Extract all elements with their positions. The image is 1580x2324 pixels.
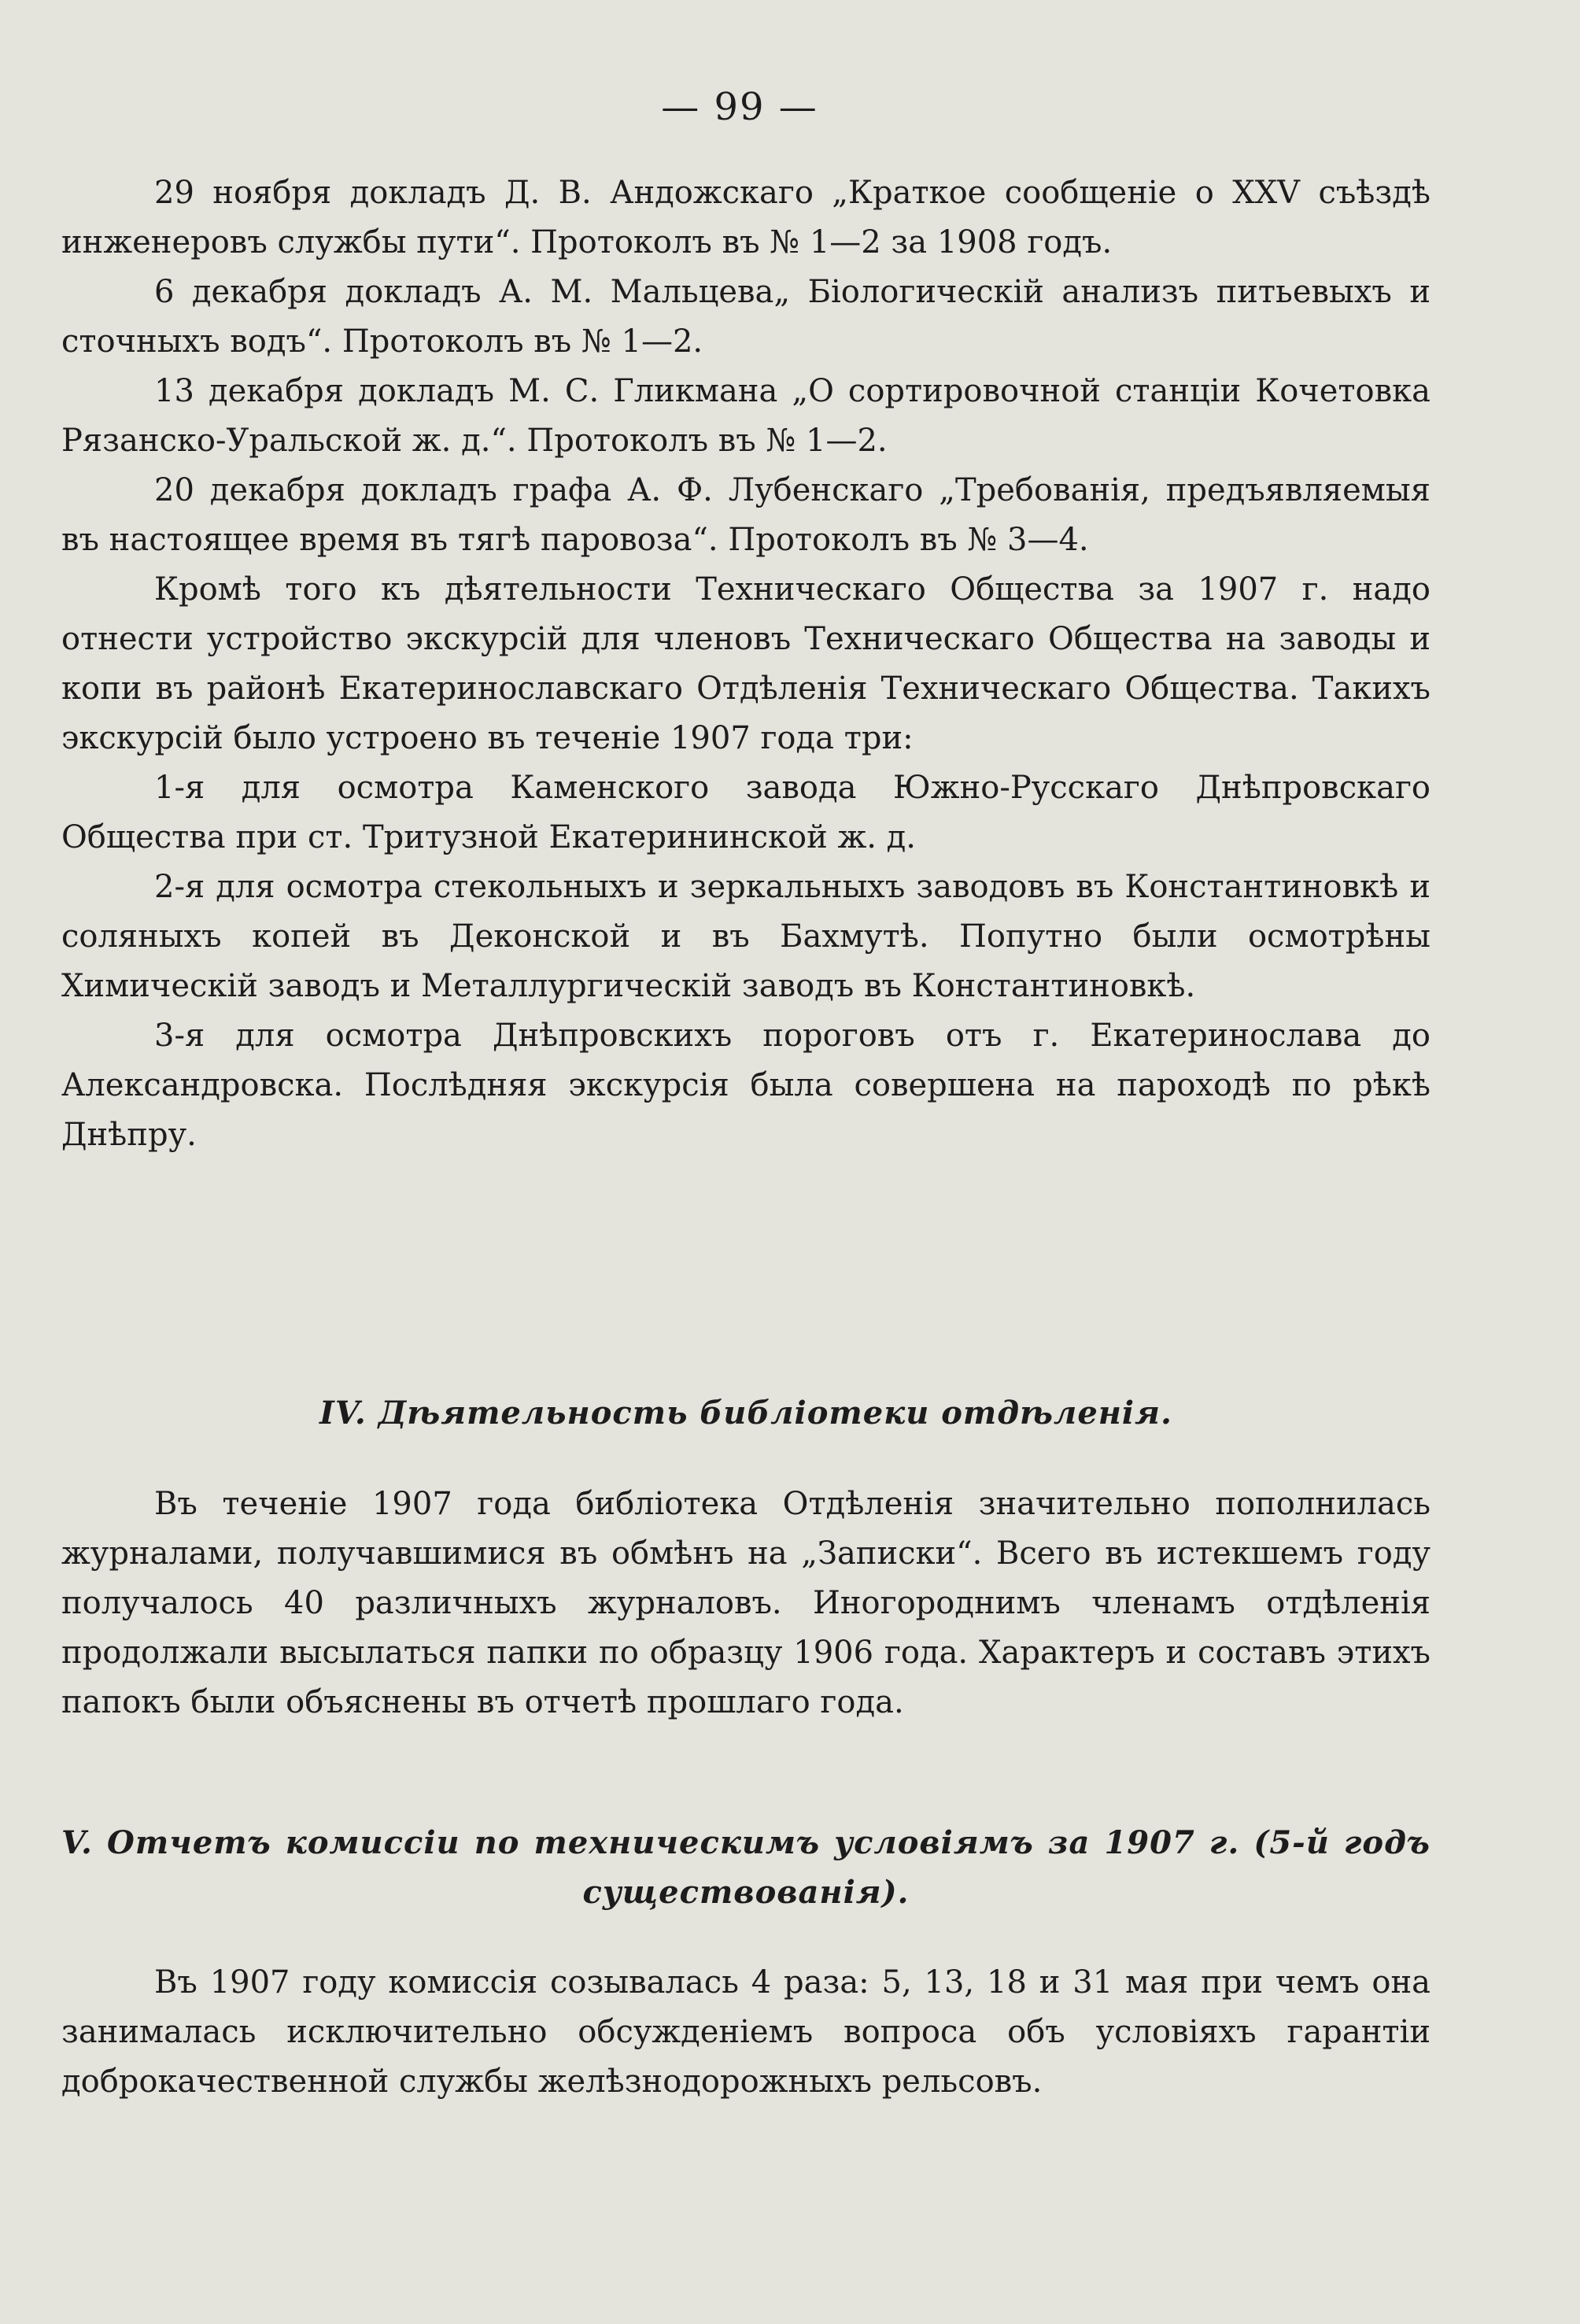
paragraph: 2-я для осмотра стекольныхъ и зеркальныхъ заводовъ въ Константиновкѣ и соляныхъ копей въ Деконской и въ Бахмутѣ. Попутно были осмотрѣны Химическій заводъ и Металлургическій заводъ въ Константиновкѣ.	[61, 869, 1430, 1004]
paragraph: 6 декабря докладъ А. М. Мальцева„ Біологическій анализъ питьевыхъ и сточныхъ водъ“. Протоколъ въ № 1—2.	[61, 274, 1430, 360]
paragraph: 1-я для осмотра Каменского завода Южно-Русскаго Днѣпровскаго Общества при ст. Тритузной Екатерининской ж. д.	[61, 770, 1430, 855]
paragraph: 13 декабря докладъ М. С. Гликмана „О сортировочной станціи Кочетовка Рязанско-Уральской ж. д.“. Протоколъ въ № 1—2.	[61, 373, 1430, 459]
paragraph: 29 ноября докладъ Д. В. Андожскаго „Краткое сообщеніе о XXV съѣздѣ инженеровъ службы пути“. Протоколъ въ № 1—2 за 1908 годъ.	[61, 175, 1430, 260]
paragraph: 3-я для осмотра Днѣпровскихъ пороговъ отъ г. Екатеринослава до Александровска. Послѣдняя экскурсія была совершена на пароходѣ по рѣкѣ Днѣпру.	[61, 1018, 1430, 1153]
section-heading-library: IV. Дѣятельность библіотеки отдѣленія.	[319, 1395, 1172, 1432]
paragraph: Въ теченіе 1907 года библіотека Отдѣленія значительно пополнилась журналами, получавшимися въ обмѣнъ на „Записки“. Всего въ истекшемъ году получалось 40 различныхъ журналовъ. Иногороднимъ членамъ отдѣленія продолжали высылаться папки по образцу 1906 года. Характеръ и составъ этихъ папокъ были объяснены въ отчетѣ прошлаго года.	[61, 1486, 1430, 1720]
paragraph: 20 декабря докладъ графа А. Ф. Лубенскаго „Требованія, предъявляемыя въ настоящее время въ тягѣ паровоза“. Протоколъ въ № 3—4.	[61, 472, 1430, 558]
paragraph: Кромѣ того къ дѣятельности Техническаго Общества за 1907 г. надо отнести устройство экскурсій для членовъ Техническаго Общества на заводы и копи въ районѣ Екатеринославскаго Отдѣленія Техническаго Общества. Такихъ экскурсій было устроено въ теченіе 1907 года три:	[61, 571, 1430, 756]
reports-list	[61, 168, 1430, 1160]
section-heading-commission: V. Отчетъ комиссіи по техническимъ условіямъ за 1907 г. (5-й годъ существованія).	[61, 1824, 1430, 1911]
page-number: — 99 —	[661, 85, 818, 129]
library-section-body	[61, 1480, 1430, 1727]
commission-section-body	[61, 1958, 1430, 2107]
paragraph: Въ 1907 году комиссія созывалась 4 раза: 5, 13, 18 и 31 мая при чемъ она занималась исключительно обсужденіемъ вопроса объ условіяхъ гарантіи доброкачественной службы желѣзнодорожныхъ рельсовъ.	[61, 1964, 1430, 2100]
